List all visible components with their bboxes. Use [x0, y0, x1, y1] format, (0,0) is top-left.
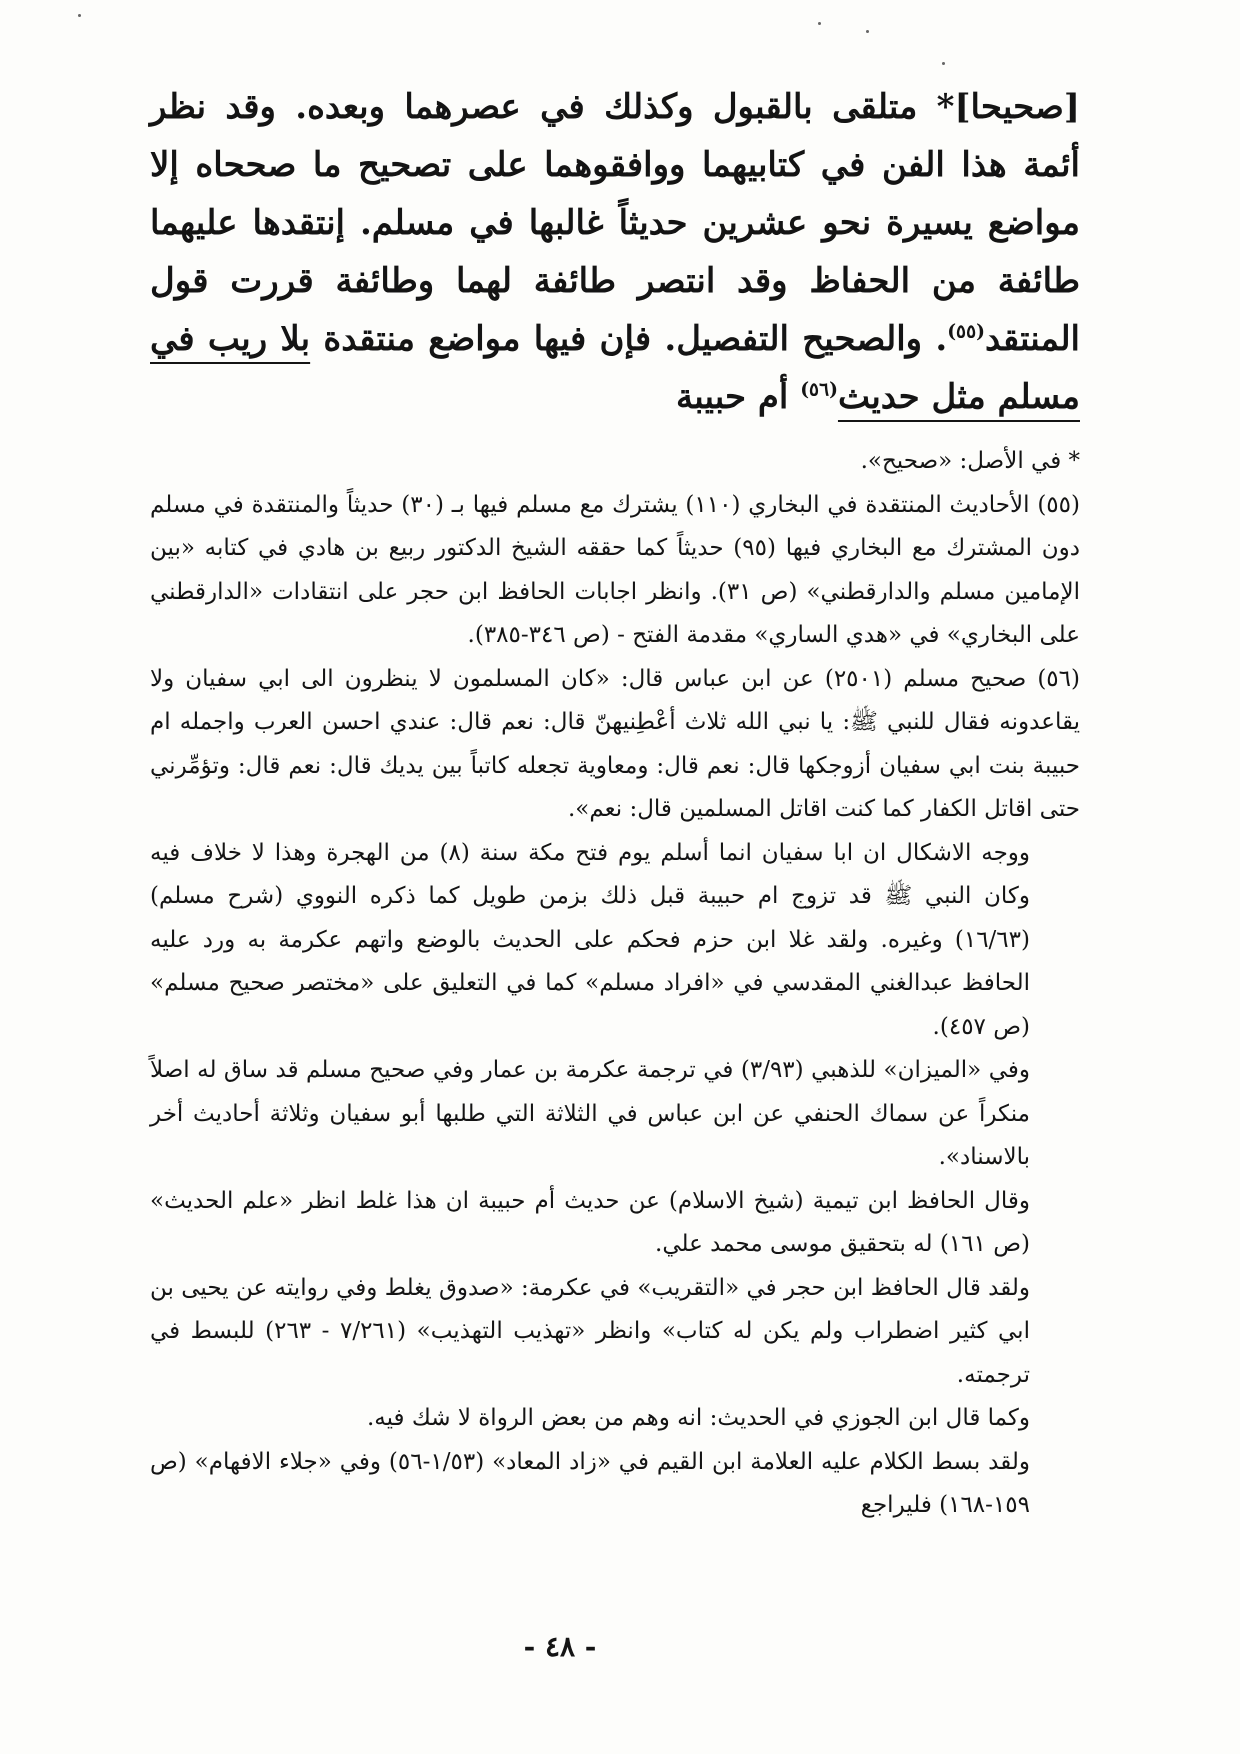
footnote-paragraph: ولقد قال الحافظ ابن حجر في «التقريب» في عكرمة: «صدوق يغلط وفي روايته عن يحيى بن ابي كثير اضطراب ولم يكن له كتاب» وانظر «تهذيب التهذيب» (٧/٢٦١ - ٢٦٣) للبسط في ترجمته. [150, 1274, 1030, 1388]
main-text-part-1: [صحيحا]* متلقى بالقبول وكذلك في عصرهما وبعده. وقد نظر أئمة هذا الفن في كتابيهما ووافقوهما على تصحيح ما صححاه إلا مواضع يسيرة نحو عشرين حديثاً غالبها في مسلم. إنتقدها عليهما طائفة من الحفاظ وقد انتصر طائفة لهما وطائفة قررت قول المنتقد [150, 87, 1080, 359]
footnote-56: (٥٦) صحيح مسلم (٢٥٠١) عن ابن عباس قال: «كان المسلمون لا ينظرون الى ابي سفيان ولا يقاعدونه فقال للنبي ﷺ: يا نبي الله ثلاث أعْطِنيهنّ قال: نعم قال: عندي احسن العرب واجمله ام حبيبة بنت ابي سفيان أزوجكها قال: نعم قال: ومعاوية تجعله كاتباً بين يديك قال: نعم قال: وتؤمِّرني حتى اقاتل الكفار كما كنت اقاتل المسلمين قال: نعم». [150, 665, 1080, 822]
footnote-55: (٥٥) الأحاديث المنتقدة في البخاري (١١٠) يشترك مع مسلم فيها بـ (٣٠) حديثاً والمنتقدة في مسلم دون المشترك مع البخاري فيها (٩٥) حديثاً كما حققه الشيخ الدكتور ربيع بن هادي في كتابه «بين الإمامين مسلم والدارقطني» (ص ٣١). وانظر اجابات الحافظ ابن حجر على انتقادات «الدارقطني على البخاري» في «هدي الساري» مقدمة الفتح - (ص ٣٤٦-٣٨٥). [150, 491, 1081, 648]
scan-speck [942, 62, 945, 65]
footnote-ref-56: (٥٦) [800, 378, 838, 401]
scan-speck [78, 14, 81, 17]
footnote-paragraph: ووجه الاشكال ان ابا سفيان انما أسلم يوم فتح مكة سنة (٨) من الهجرة وهذا لا خلاف فيه وكان النبي ﷺ قد تزوج ام حبيبة قبل ذلك بزمن طويل كما ذكره النووي (شرح مسلم) (١٦/٦٣) وغيره. ولقد غلا ابن حزم فحكم على الحديث بالوضع واتهم عكرمة به ورد عليه الحافظ عبدالغني المقدسي في «افراد مسلم» كما في التعليق على «مختصر صحيح مسلم» (ص ٤٥٧). [150, 839, 1031, 1040]
scan-speck [818, 22, 821, 25]
main-text-part-2: . والصحيح التفصيل. فإن فيها مواضع منتقدة [310, 319, 948, 359]
footnote-paragraph: وقال الحافظ ابن تيمية (شيخ الاسلام) عن حديث أم حبيبة ان هذا غلط انظر «علم الحديث» (ص ١٦١) له بتحقيق موسى محمد علي. [150, 1187, 1030, 1257]
main-paragraph [150, 78, 1080, 426]
underlined-phrase: بلا ريب في مسلم مثل حديث [150, 319, 1080, 417]
main-text [150, 78, 1080, 426]
footnote-paragraph: وفي «الميزان» للذهبي (٣/٩٣) في ترجمة عكرمة بن عمار وفي صحيح مسلم قد ساق له اصلاً منكراً عن سماك الحنفي عن ابن عباس في الثلاثة التي طلبها أبو سفيان وثلاثة أحاديث أخر بالاسناد». [150, 1057, 1030, 1170]
asterisk-note: * في الأصل: «صحيح». [860, 448, 1080, 474]
page-number: - ٤٨ - [523, 1630, 597, 1663]
footnotes [150, 440, 1080, 1528]
footnote-paragraph: وكما قال ابن الجوزي في الحديث: انه وهم من بعض الرواة لا شك فيه. [366, 1405, 1030, 1431]
scan-speck [866, 30, 869, 33]
main-text-part-3: أم حبيبة [675, 377, 801, 417]
footnote-paragraph: ولقد بسط الكلام عليه العلامة ابن القيم في «زاد المعاد» (١/٥٣-٥٦) وفي «جلاء الافهام» (ص ١٥٩-١٦٨) فليراجع [150, 1448, 1030, 1518]
footnote-ref-55: (٥٥) [947, 320, 985, 343]
